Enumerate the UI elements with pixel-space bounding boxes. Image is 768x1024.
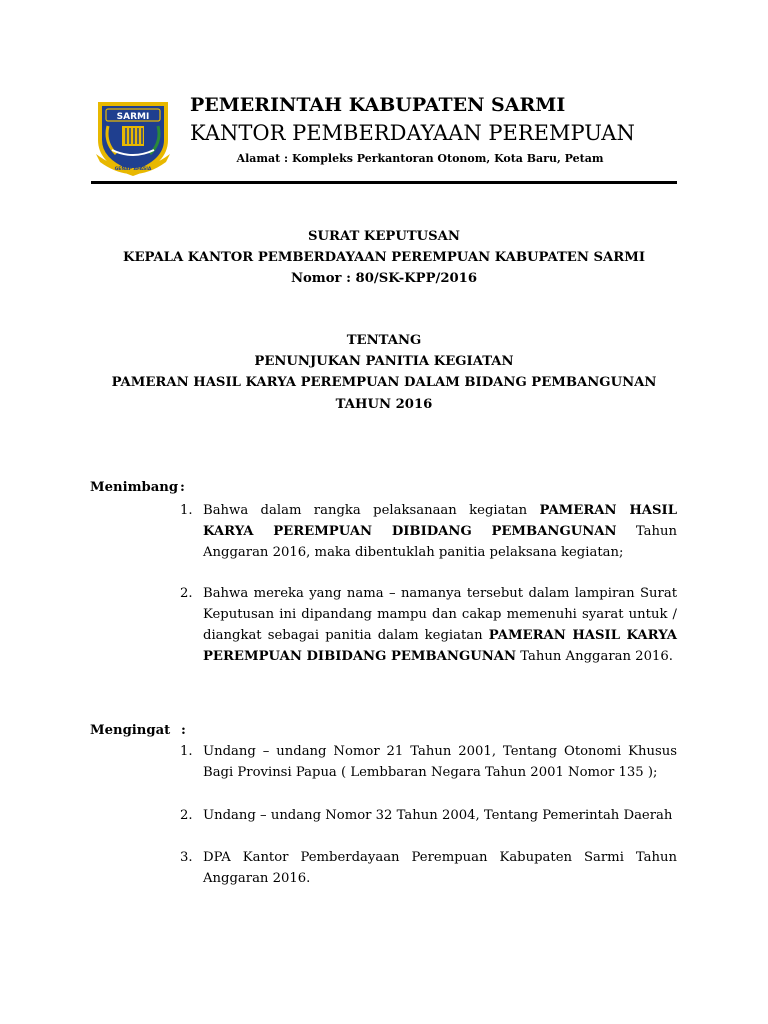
decree-type: SURAT KEPUTUSAN (308, 229, 460, 244)
subject-line-2: PAMERAN HASIL KARYA PEREMPUAN DALAM BIDANG PEMBANGUNAN (111, 375, 657, 390)
subject-line-3: TAHUN 2016 (335, 397, 433, 412)
mengingat-label: Mengingat (90, 723, 171, 738)
item-number: 2. (180, 808, 193, 823)
logo-motto: GENAP AFASIA (114, 167, 152, 172)
mengingat-item-2: 2. Undang – undang Nomor 32 Tahun 2004, Tentang Pemerintah Daerah (180, 805, 677, 826)
menimbang-item-2: 2. Bahwa mereka yang nama – namanya tersebut dalam lampiran Surat Keputusan ini dipandang mampu dan cakap memenuhi syarat untuk / diangkat sebagai panitia dalam kegiatan PAMERAN HASIL KARYA PEREMPUAN DIBIDANG PEMBANGUNAN Tahun Anggaran 2016. (180, 583, 677, 667)
event-name: PAMERAN HASIL KARYA PEREMPUAN DIBIDANG PEMBANGUNAN (203, 628, 677, 664)
item-number: 1. (180, 503, 193, 518)
subject-line-1: PENUNJUKAN PANITIA KEGIATAN (254, 354, 514, 369)
office-name: KANTOR PEMBERDAYAAN PEREMPUAN (190, 121, 635, 145)
mengingat-colon: : (181, 723, 186, 738)
item-number: 1. (180, 744, 193, 759)
mengingat-item-3: 3. DPA Kantor Pemberdayaan Perempuan Kabupaten Sarmi Tahun Anggaran 2016. (180, 847, 677, 889)
menimbang-colon: : (180, 480, 185, 495)
mengingat-item-1: 1. Undang – undang Nomor 21 Tahun 2001, Tentang Otonomi Khusus Bagi Provinsi Papua ( Lembbaran Negara Tahun 2001 Nomor 135 ); (180, 741, 677, 783)
item-number: 3. (180, 850, 193, 865)
menimbang-label: Menimbang (90, 480, 179, 495)
regency-crest-logo (92, 96, 174, 178)
menimbang-item-1: 1. Bahwa dalam rangka pelaksanaan kegiatan PAMERAN HASIL KARYA PEREMPUAN DIBIDANG PEMBANGUNAN Tahun Anggaran 2016, maka dibentuklah panitia pelaksana kegiatan; (180, 500, 677, 563)
office-address: Alamat : Kompleks Perkantoran Otonom, Kota Baru, Petam (236, 152, 604, 165)
government-name: PEMERINTAH KABUPATEN SARMI (190, 94, 566, 116)
logo-text: SARMI (116, 112, 150, 122)
letterhead-divider (91, 181, 677, 184)
decree-number: Nomor : 80/SK-KPP/2016 (290, 271, 478, 286)
subject-heading: TENTANG (346, 333, 422, 348)
decree-issuer: KEPALA KANTOR PEMBERDAYAAN PEREMPUAN KABUPATEN SARMI (122, 250, 645, 265)
event-name: PAMERAN HASIL KARYA PEREMPUAN DIBIDANG PEMBANGUNAN (203, 503, 677, 539)
item-number: 2. (180, 586, 193, 601)
